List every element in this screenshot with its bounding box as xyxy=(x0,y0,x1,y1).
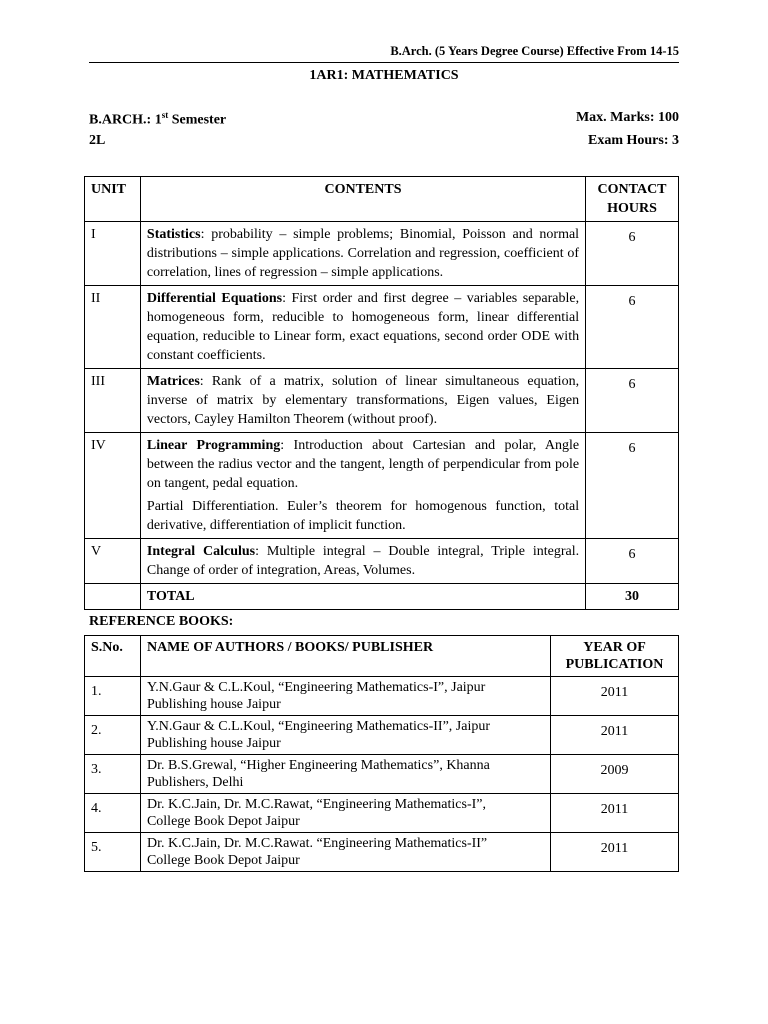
name-header: NAME OF AUTHORS / BOOKS/ PUBLISHER xyxy=(140,636,550,677)
book-line1: Dr. B.S.Grewal, “Higher Engineering Mathematics”, Khanna xyxy=(146,758,490,773)
unit-text: : probability – simple problems; Binomial, Poisson and normal distributions – simple applications. Correlation and regression, coefficient of correlation, lines of regression – simple applications. xyxy=(146,227,580,280)
unit-number: IV xyxy=(85,433,141,539)
unit-hours: 6 xyxy=(586,222,679,286)
table-row xyxy=(85,433,679,539)
unit-content xyxy=(140,286,585,369)
book-line2: Publishing house Jaipur xyxy=(146,697,281,712)
hours-header-line1: CONTACT xyxy=(597,182,667,197)
syllabus-header-row xyxy=(85,177,679,222)
header-rule xyxy=(89,62,679,63)
reference-books-table xyxy=(84,635,679,872)
unit-content xyxy=(140,433,585,539)
book-year: 2011 xyxy=(551,716,679,755)
book-name xyxy=(140,794,550,833)
syllabus-table xyxy=(84,176,679,610)
unit-hours: 6 xyxy=(586,286,679,369)
unit-topic: Matrices xyxy=(146,374,200,389)
unit-hours: 6 xyxy=(586,433,679,539)
reference-books-title: REFERENCE BOOKS: xyxy=(89,614,234,629)
book-name xyxy=(140,677,550,716)
unit-content xyxy=(140,222,585,286)
sno-header: S.No. xyxy=(85,636,141,677)
book-year: 2011 xyxy=(551,677,679,716)
table-row xyxy=(85,755,679,794)
table-row xyxy=(85,794,679,833)
book-sno: 4. xyxy=(85,794,141,833)
unit-number: V xyxy=(85,539,141,584)
book-line1: Dr. K.C.Jain, Dr. M.C.Rawat. “Engineering Mathematics-II” xyxy=(146,836,488,851)
unit-text: : Rank of a matrix, solution of linear simultaneous equation, inverse of matrix by elementary transformations, Eigen values, Eigen vectors, Cayley Hamilton Theorem (without proof). xyxy=(146,374,580,427)
book-line1: Y.N.Gaur & C.L.Koul, “Engineering Mathematics-II”, Jaipur xyxy=(146,719,490,734)
total-empty-cell xyxy=(85,584,141,610)
semester-suffix: Semester xyxy=(168,112,227,128)
hours-header-line2: HOURS xyxy=(607,201,657,216)
unit-content xyxy=(140,539,585,584)
unit-hours: 6 xyxy=(586,539,679,584)
unit-extra: Partial Differentiation. Euler’s theorem for homogenous function, total derivative, differentiation of implicit function. xyxy=(146,499,580,533)
unit-text: : Multiple integral – Double integral, Triple integral. Change of order of integration, Areas, Volumes. xyxy=(146,544,580,578)
book-year: 2011 xyxy=(551,794,679,833)
unit-topic: Statistics xyxy=(146,227,201,242)
course-header: B.Arch. (5 Years Degree Course) Effective From 14-15 xyxy=(390,44,679,58)
year-header-line2: PUBLICATION xyxy=(565,657,664,672)
unit-text: : First order and first degree – variables separable, homogeneous form, reducible to homogeneous form, linear differential equation, reducible to Linear form, exact equations, second order ODE with constant coefficients. xyxy=(146,291,580,363)
refs-header-row xyxy=(85,636,679,677)
max-marks: Max. Marks: 100 xyxy=(575,110,679,125)
book-name xyxy=(140,833,550,872)
table-row xyxy=(85,539,679,584)
unit-topic: Integral Calculus xyxy=(146,544,256,559)
book-year: 2009 xyxy=(551,755,679,794)
book-sno: 1. xyxy=(85,677,141,716)
table-row xyxy=(85,369,679,433)
book-name xyxy=(140,716,550,755)
book-sno: 2. xyxy=(85,716,141,755)
book-line2: College Book Depot Jaipur xyxy=(146,853,300,868)
semester-label xyxy=(89,110,226,129)
total-hours: 30 xyxy=(586,584,679,610)
year-header-line1: YEAR OF xyxy=(583,640,646,655)
table-row xyxy=(85,222,679,286)
book-year: 2011 xyxy=(551,833,679,872)
book-line2: College Book Depot Jaipur xyxy=(146,814,300,829)
semester-sup: st xyxy=(161,110,169,120)
exam-hours: Exam Hours: 3 xyxy=(588,133,679,148)
book-line1: Y.N.Gaur & C.L.Koul, “Engineering Mathematics-I”, Jaipur xyxy=(146,680,486,695)
unit-text: : Introduction about Cartesian and polar, Angle between the radius vector and the tangent, length of perpendicular from pole on tangent, pedal equation. xyxy=(146,438,580,491)
table-row xyxy=(85,677,679,716)
unit-number: I xyxy=(85,222,141,286)
total-row xyxy=(85,584,679,610)
year-header xyxy=(551,636,679,677)
unit-hours: 6 xyxy=(586,369,679,433)
table-row xyxy=(85,716,679,755)
unit-topic: Differential Equations xyxy=(146,291,283,306)
book-sno: 3. xyxy=(85,755,141,794)
subject-title: 1AR1: MATHEMATICS xyxy=(309,68,459,83)
unit-number: III xyxy=(85,369,141,433)
book-line2: Publishers, Delhi xyxy=(146,775,244,790)
contents-header: CONTENTS xyxy=(140,177,585,222)
total-label: TOTAL xyxy=(140,584,585,610)
table-row xyxy=(85,833,679,872)
book-name xyxy=(140,755,550,794)
semester-prefix: B.ARCH.: 1 xyxy=(89,112,162,128)
book-line2: Publishing house Jaipur xyxy=(146,736,281,751)
hours-header xyxy=(586,177,679,222)
book-line1: Dr. K.C.Jain, Dr. M.C.Rawat, “Engineering Mathematics-I”, xyxy=(146,797,486,812)
table-row xyxy=(85,286,679,369)
unit-content xyxy=(140,369,585,433)
unit-header: UNIT xyxy=(85,177,141,222)
book-sno: 5. xyxy=(85,833,141,872)
unit-number: II xyxy=(85,286,141,369)
lectures: 2L xyxy=(89,133,106,148)
unit-topic: Linear Programming xyxy=(146,438,281,453)
